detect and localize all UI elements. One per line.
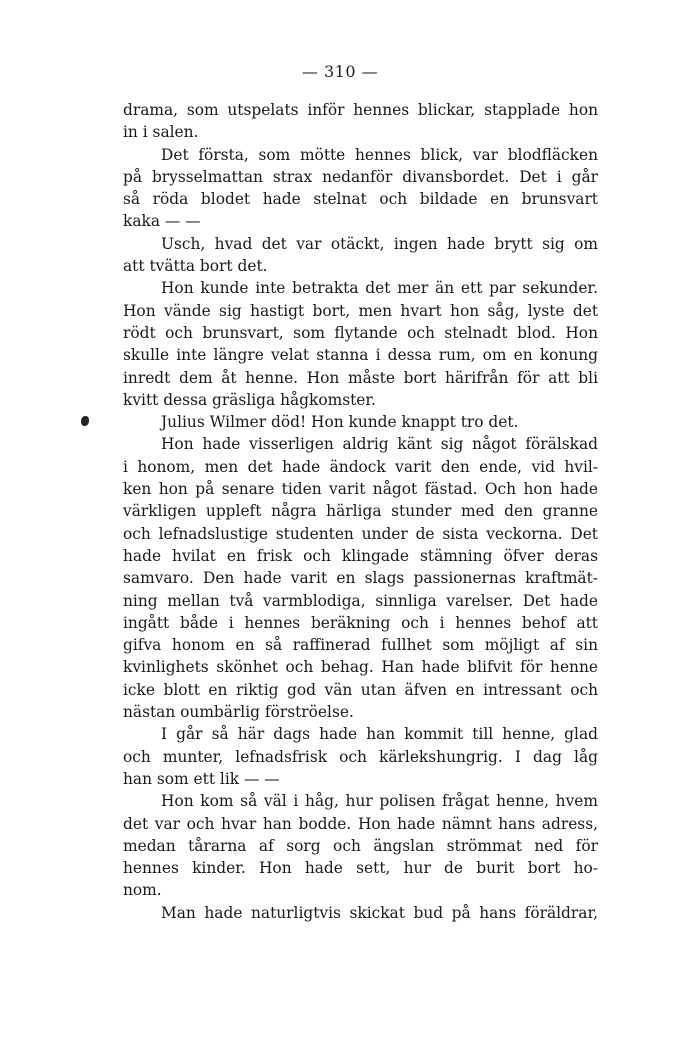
text-line: kvitt dessa gräsliga hågkomster. — [123, 390, 376, 409]
text-line: Man hade naturligtvis skickat bud på hans föräldrar, — [161, 903, 598, 922]
text-line: nästan oumbärlig förströelse. — [123, 703, 354, 722]
text-line: Hon kunde inte betrakta det mer än ett par sekunder. — [161, 279, 598, 298]
text-line: Hon vände sig hastigt bort, men hvart hon såg, lyste det — [123, 301, 598, 320]
text-line: icke blott en riktig god vän utan äfven en intressant och — [123, 680, 598, 699]
page-number: — 310 — — [301, 62, 379, 81]
text-line: på brysselmattan strax nedanför divansbordet. Det i går — [123, 167, 598, 186]
text-line: hennes kinder. Hon hade sett, hur de burit bort ho- — [123, 859, 598, 878]
text-line: det var och hvar han bodde. Hon hade nämnt hans adress, — [123, 814, 598, 833]
text-line: drama, som utspelats inför hennes blickar, stapplade hon — [123, 101, 598, 119]
text-line: skulle inte längre velat stanna i dessa rum, om en konung — [123, 346, 598, 365]
text-line: han som ett lik — — — [123, 769, 280, 788]
text-line: så röda blodet hade stelnat och bildade en brunsvart — [123, 190, 598, 209]
text-line: Hon kom så väl i håg, hur polisen frågat henne, hvem — [161, 792, 598, 811]
text-line: och munter, lefnadsfrisk och kärlekshungrig. I dag låg — [123, 747, 598, 766]
text-line: samvaro. Den hade varit en slags passionernas kraftmät- — [123, 569, 598, 588]
text-line: nom. — [123, 881, 162, 900]
text-line: Det första, som mötte hennes blick, var blodfläcken — [161, 145, 598, 164]
text-line: ning mellan två varmblodiga, sinnliga varelser. Det hade — [123, 591, 598, 610]
text-line: i honom, men det hade ändock varit den ende, vid hvil- — [123, 457, 598, 476]
text-line: värkligen uppleft några härliga stunder med den granne — [123, 502, 598, 521]
text-line: inredt dem åt henne. Hon måste bort härifrån för att bli — [123, 368, 598, 387]
text-line: och lefnadslustige studenten under de sista veckorna. Det — [123, 524, 598, 543]
body-text — [123, 99, 598, 924]
text-line: rödt och brunsvart, som flytande och stelnadt blod. Hon — [123, 323, 598, 342]
text-line: Usch, hvad det var otäckt, ingen hade brytt sig om — [161, 234, 598, 253]
text-line: Julius Wilmer död! Hon kunde knappt tro det. — [161, 413, 519, 432]
text-line: ingått både i hennes beräkning och i hennes behof att — [123, 613, 598, 632]
text-line: I går så här dags hade han kommit till henne, glad — [161, 725, 598, 744]
text-line: in i salen. — [123, 123, 199, 142]
text-line: gifva honom en så raffinerad fullhet som möjligt af sin — [123, 636, 598, 655]
text-line: Hon hade visserligen aldrig känt sig något förälskad — [161, 435, 598, 454]
text-line: hade hvilat en frisk och klingade stämning öfver deras — [123, 546, 598, 565]
text-line: att tvätta bort det. — [123, 257, 268, 276]
margin-ink-mark — [81, 416, 89, 426]
text-line: kvinlighets skönhet och behag. Han hade blifvit för henne — [123, 658, 598, 677]
text-line: medan tårarna af sorg och ängslan strömmat ned för — [123, 836, 598, 855]
text-line: ken hon på senare tiden varit något fästad. Och hon hade — [123, 480, 598, 499]
text-line: kaka — — — [123, 212, 201, 231]
